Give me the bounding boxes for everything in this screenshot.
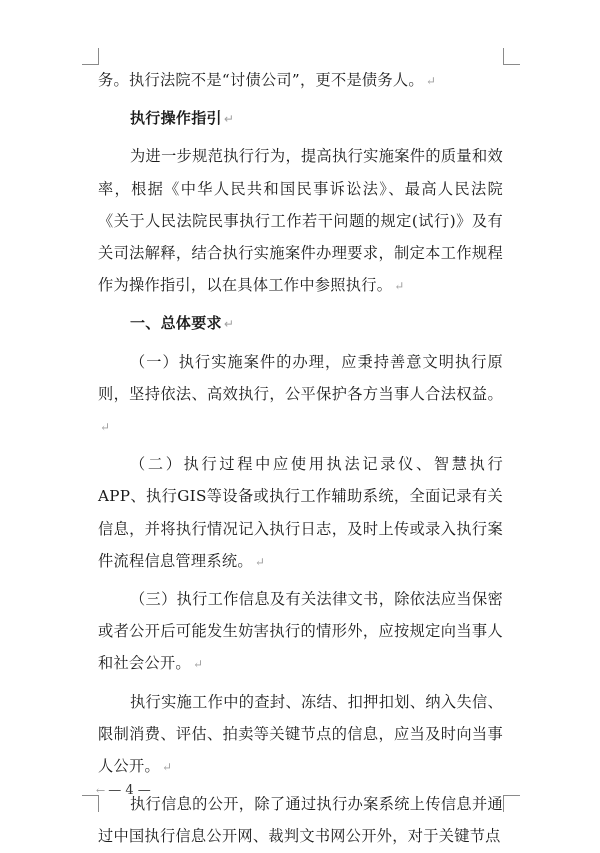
arrow-left-icon: ← <box>96 784 106 797</box>
crop-mark-top-right <box>503 48 520 65</box>
paragraph-mark-icon: ↵ <box>223 112 235 127</box>
paragraph-info-disclosure: 执行信息的公开，除了通过执行办案系统上传信息并通过中国执行信息公开网、裁判文书网公开外，对于关键节点 <box>98 795 503 846</box>
paragraph-mark-icon: ↵ <box>100 420 111 435</box>
paragraph-mark-icon: ↵ <box>425 74 437 88</box>
paragraph-item-3: （三）执行工作信息及有关法律文书，除依法应当保密或者公开后可能发生妨害执行的情形外，应按规定向当事人和社会公开。 ↵ <box>98 590 503 673</box>
paragraph-mark-icon: ↵ <box>223 317 235 332</box>
paragraph-continuation: 务。执行法院不是“讨债公司”，更不是债务人。 ↵ <box>98 71 437 89</box>
crop-mark-bottom-right <box>503 795 520 812</box>
paragraph-item-2: （二）执行过程中应使用执法记录仪、智慧执行APP、执行GIS等设备或执行工作辅助系统，全面记录有关信息，并将执行情况记入执行日志，及时上传或录入执行案件流程信息管理系统。 ↵ <box>98 455 503 570</box>
paragraph-mark-icon: ↵ <box>161 760 173 775</box>
paragraph-mark-icon: ↵ <box>394 279 405 294</box>
document-body[interactable] <box>98 64 503 853</box>
paragraph-item-1: （一）执行实施案件的办理，应秉持善意文明执行原则，坚持依法、高效执行，公平保护各方当事人合法权益。↵ <box>98 352 503 435</box>
page-number: — 4 — <box>108 783 151 798</box>
paragraph-key-nodes: 执行实施工作中的查封、冻结、扣押扣划、纳入失信、限制消费、评估、拍卖等关键节点的信息，应当及时向当事人公开。 ↵ <box>98 692 503 776</box>
paragraph-mark-icon: ↵ <box>192 657 204 672</box>
paragraph-mark-icon: ↵ <box>254 554 266 569</box>
crop-mark-top-left <box>82 48 99 65</box>
page-footer <box>96 783 151 798</box>
heading-operation-guide: 执行操作指引 ↵ <box>130 109 235 128</box>
paragraph-intro: 为进一步规范执行行为，提高执行实施案件的质量和效率，根据《中华人民共和国民事诉讼法》、最高人民法院《关于人民法院民事执行工作若干问题的规定(试行)》及有关司法解释，结合执行实施案件办理要求，制定本工作规程作为操作指引，以在具体工作中参照执行。 ↵ <box>98 147 503 295</box>
heading-general-requirements: 一、总体要求 ↵ <box>130 314 235 333</box>
